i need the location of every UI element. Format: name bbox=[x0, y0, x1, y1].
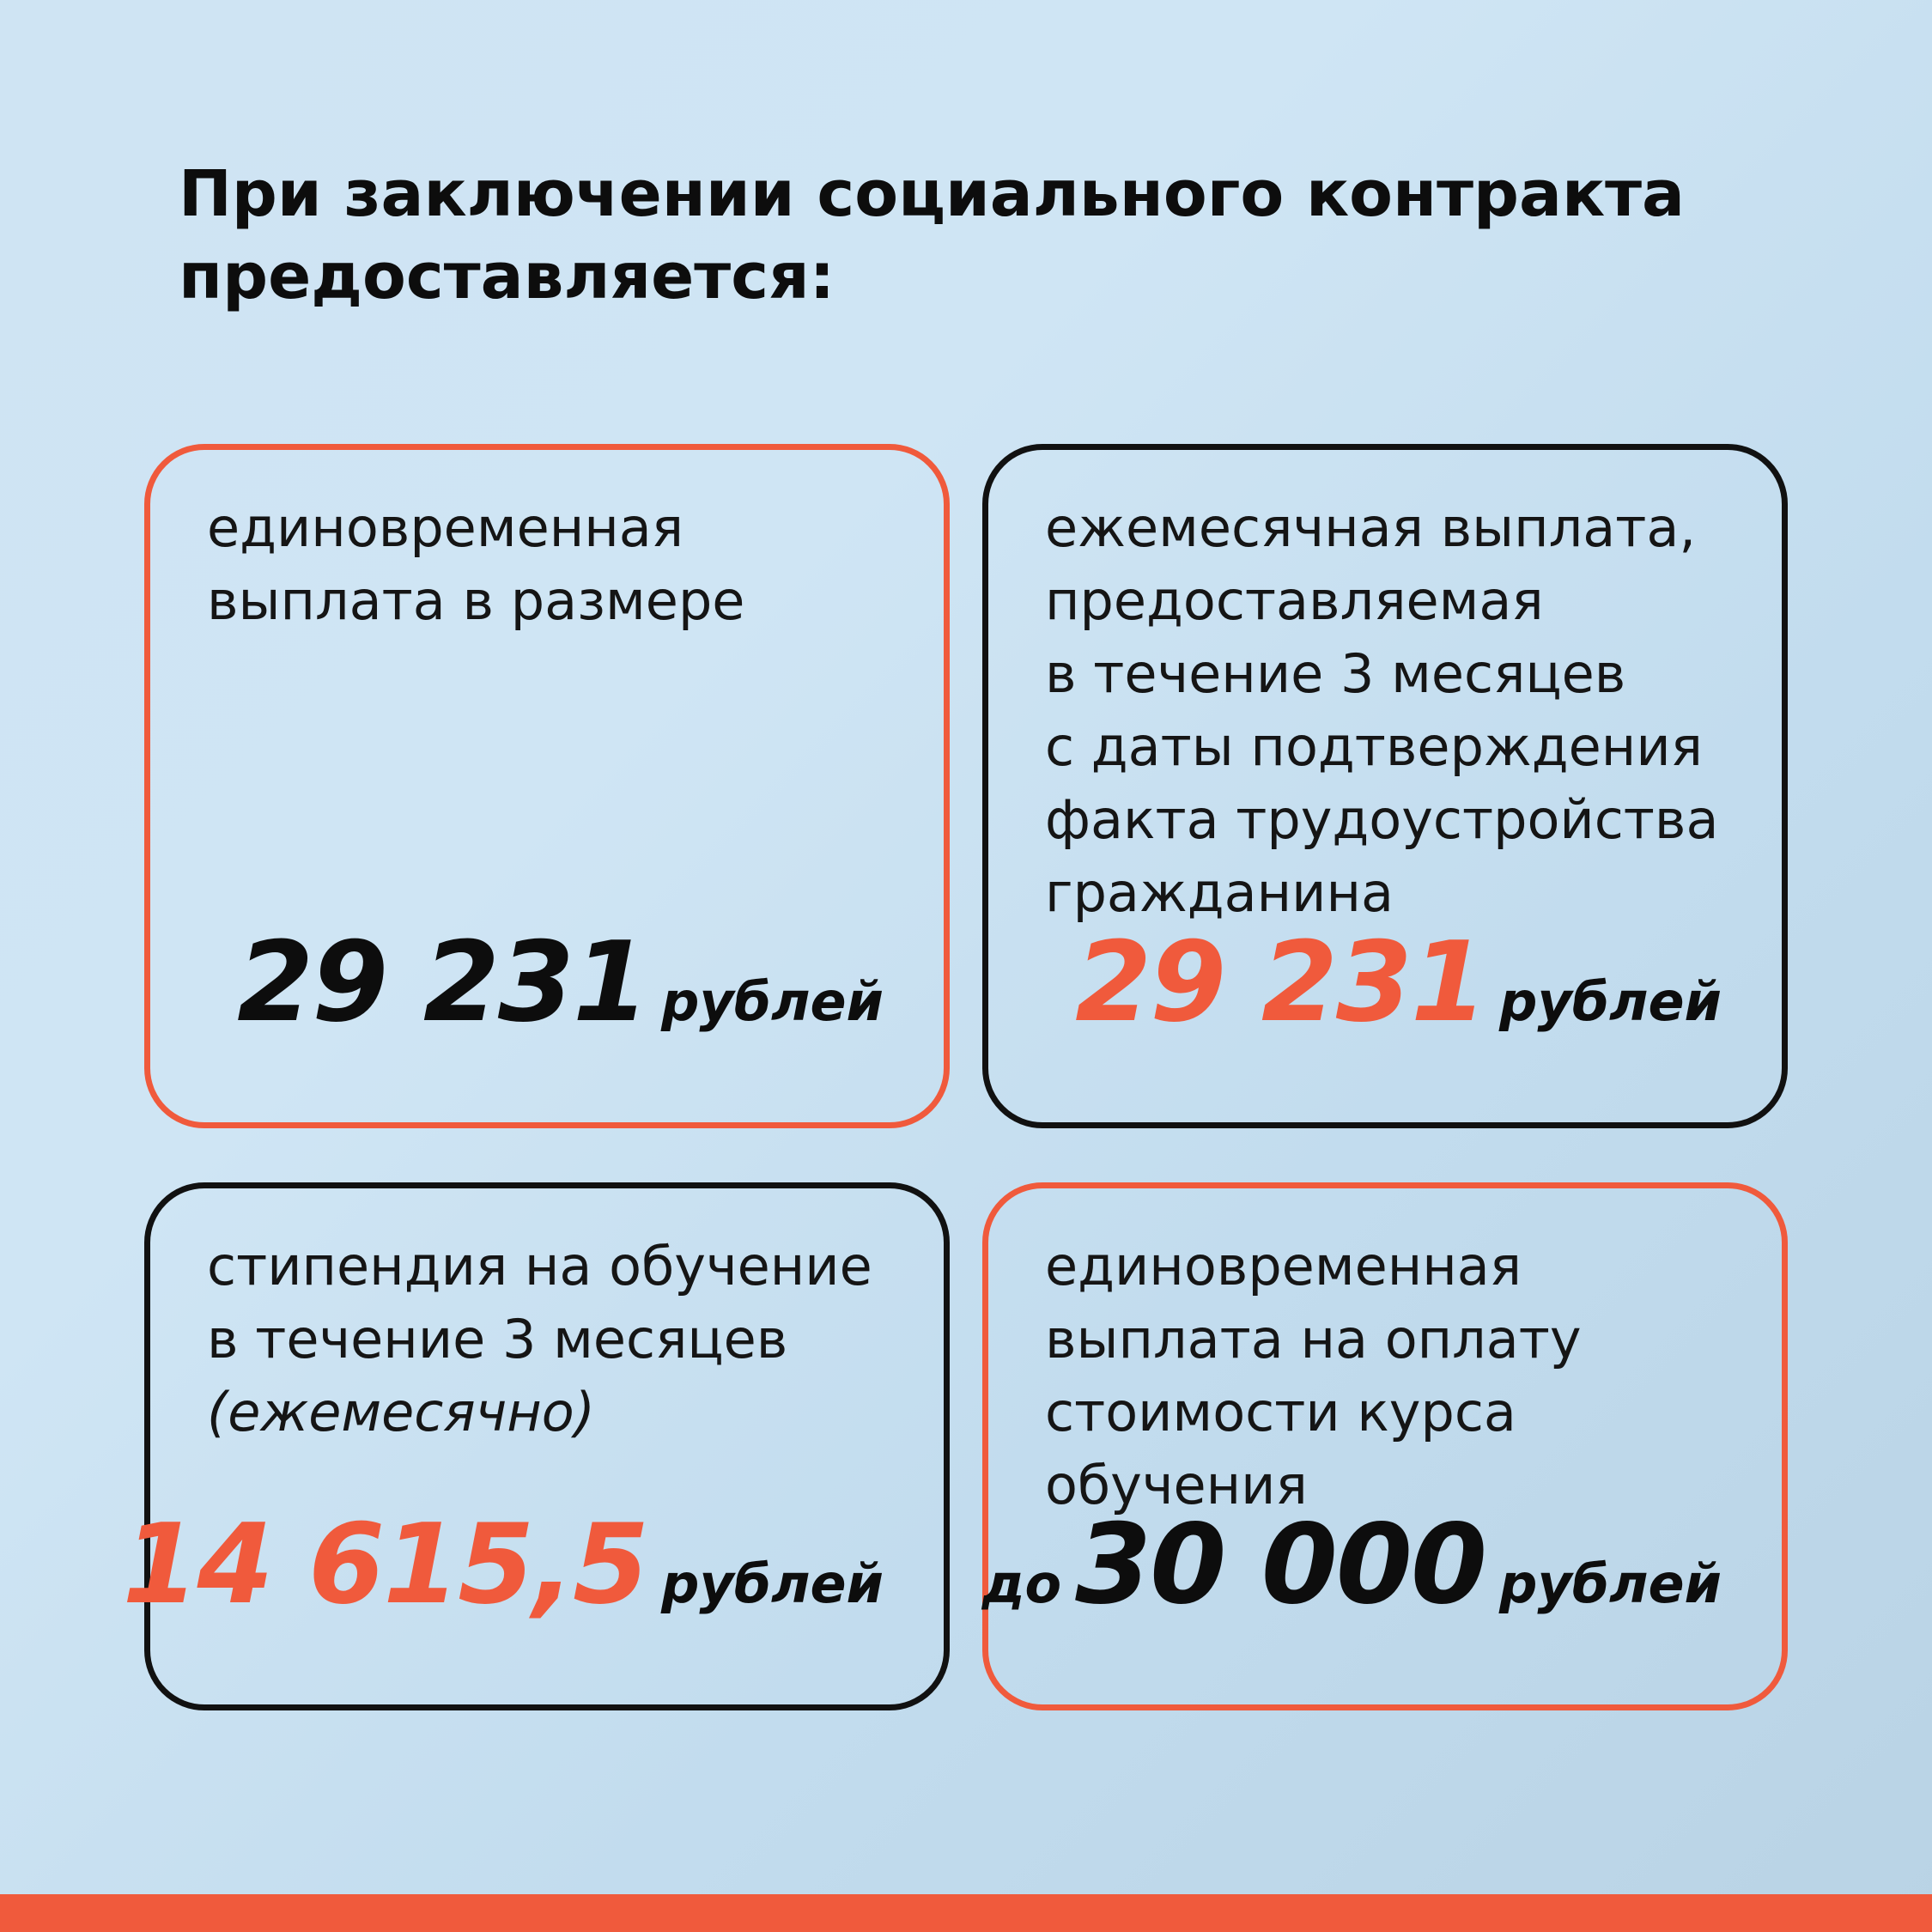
card-text-line: стоимости курса bbox=[1045, 1381, 1516, 1443]
card-text-line: с даты подтверждения bbox=[1045, 715, 1703, 778]
amount-prefix: до bbox=[981, 1552, 1062, 1615]
card-text-line: предоставляемая bbox=[1045, 569, 1544, 632]
amount-unit: рублей bbox=[1499, 970, 1722, 1033]
card-text-line: выплата на оплату bbox=[1045, 1308, 1582, 1370]
card-amount bbox=[237, 919, 884, 1047]
amount-value: 29 231 bbox=[1075, 919, 1485, 1047]
card-amount bbox=[981, 1501, 1722, 1629]
title-line-1: При заключении социального контракта bbox=[179, 157, 1685, 231]
card-training-stipend bbox=[122, 1182, 950, 1710]
amount-unit: рублей bbox=[1499, 1552, 1722, 1615]
card-note: (ежемесячно) bbox=[207, 1381, 595, 1443]
card-amount bbox=[1075, 919, 1722, 1047]
page-title bbox=[179, 153, 1810, 318]
amount-unit: рублей bbox=[661, 1552, 884, 1615]
card-text-line: выплата в размере bbox=[207, 569, 745, 632]
card-text-line: в течение 3 месяцев bbox=[1045, 642, 1626, 705]
card-text-line: гражданина bbox=[1045, 861, 1394, 924]
bottom-accent-bar bbox=[0, 1894, 1932, 1932]
card-text-line: единовременная bbox=[1045, 1235, 1522, 1297]
card-text-line: обучения bbox=[1045, 1454, 1308, 1516]
card-description bbox=[1045, 1230, 1747, 1522]
card-description bbox=[1045, 491, 1747, 929]
card-description bbox=[207, 1230, 909, 1449]
card-monthly-payment bbox=[982, 444, 1788, 1128]
card-amount bbox=[122, 1501, 884, 1629]
card-text-line: единовременная bbox=[207, 496, 684, 559]
title-line-2: предоставляется: bbox=[179, 240, 835, 313]
card-course-payment bbox=[982, 1182, 1788, 1710]
amount-value: 30 000 bbox=[1075, 1501, 1485, 1629]
card-text-line: факта трудоустройства bbox=[1045, 788, 1719, 851]
card-text-line: стипендия на обучение bbox=[207, 1235, 872, 1297]
card-description bbox=[207, 491, 909, 637]
card-text-line: в течение 3 месяцев bbox=[207, 1308, 788, 1370]
amount-unit: рублей bbox=[661, 970, 884, 1033]
card-lump-sum-payment bbox=[144, 444, 950, 1128]
amount-value: 29 231 bbox=[237, 919, 647, 1047]
amount-value: 14 615,5 bbox=[122, 1501, 647, 1629]
card-text-line: ежемесячная выплата, bbox=[1045, 496, 1697, 559]
